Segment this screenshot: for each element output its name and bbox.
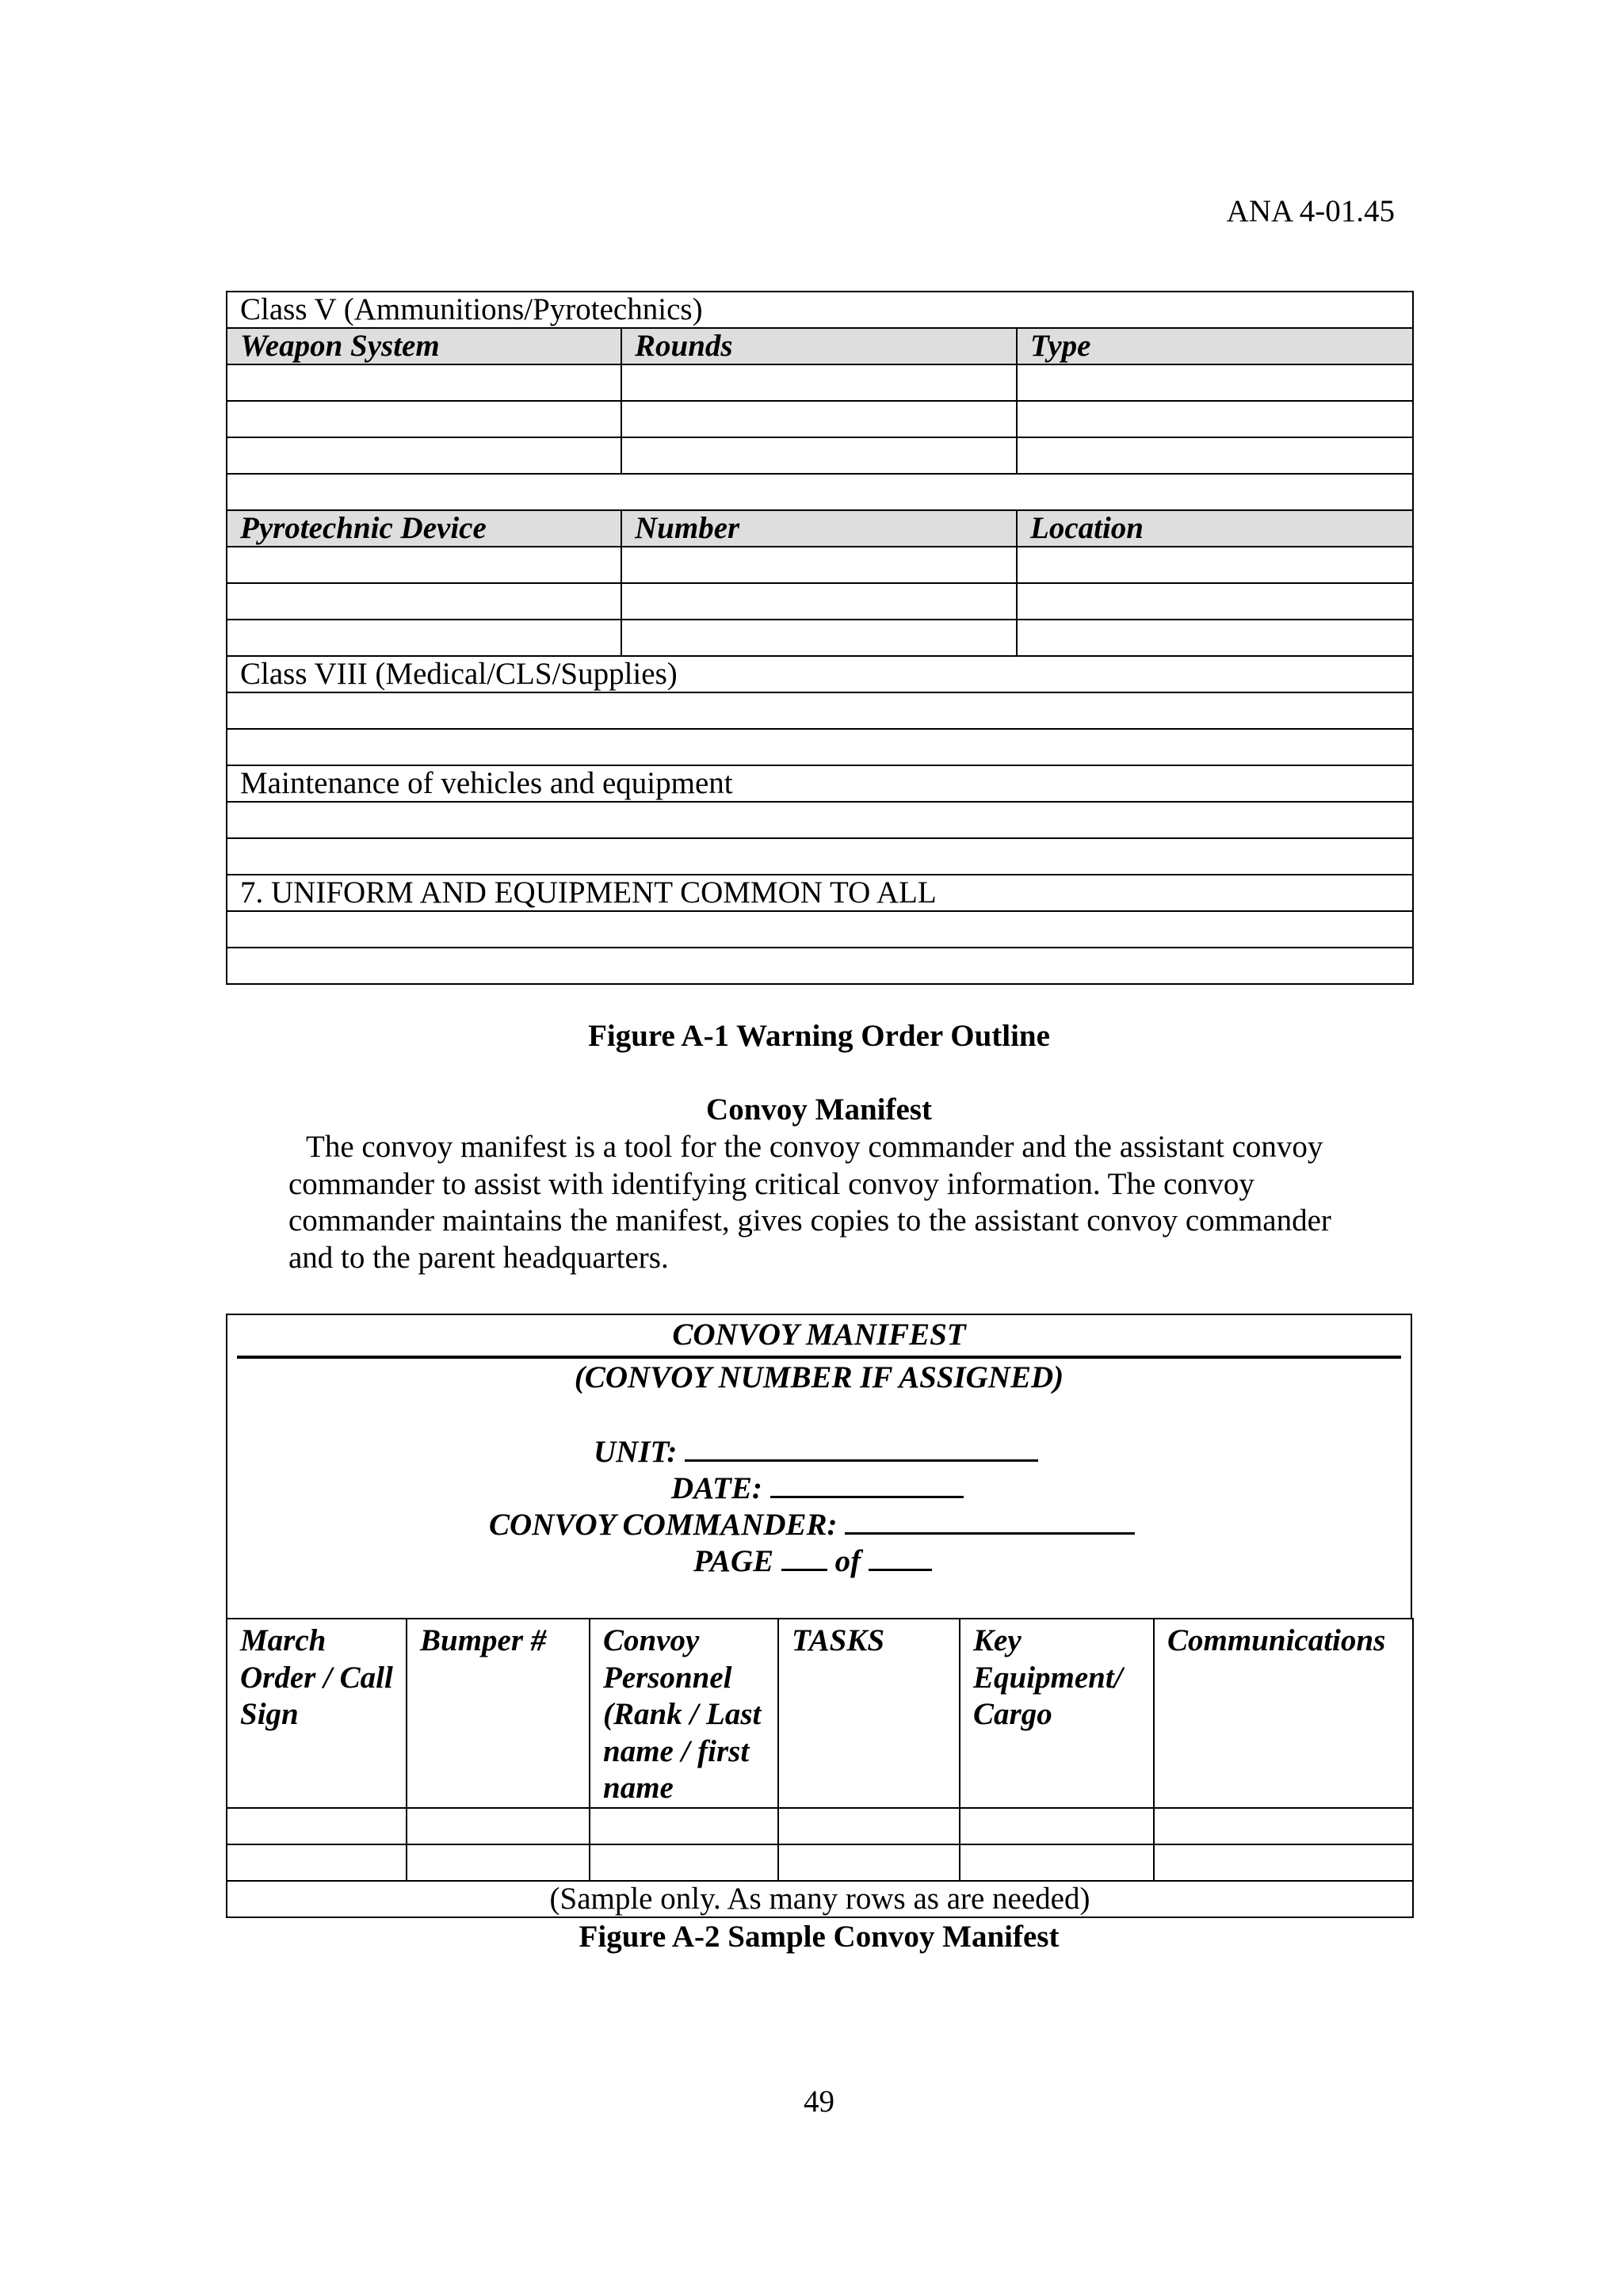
location-header: Location [1017,510,1413,547]
weapon-system-header: Weapon System [227,328,621,364]
table-row [227,729,1413,765]
convoy-commander-blank[interactable] [845,1505,1135,1535]
table-cell[interactable] [621,364,1017,401]
table-cell[interactable] [621,583,1017,620]
manifest-subtitle: (CONVOY NUMBER IF ASSIGNED) [574,1360,1064,1394]
date-blank[interactable] [770,1469,964,1498]
manifest-title: CONVOY MANIFEST [672,1318,966,1352]
table-cell[interactable] [227,437,621,474]
table-cell[interactable] [1154,1808,1413,1844]
table-row [227,547,1413,583]
table-row [227,583,1413,620]
table-cell[interactable] [407,1844,590,1881]
page-total-blank[interactable] [869,1542,932,1571]
convoy-commander-field [489,1505,1135,1543]
sample-note: (Sample only. As many rows as are needed) [227,1881,1413,1917]
page-label: PAGE [693,1544,774,1578]
class-viii-label: Class VIII (Medical/CLS/Supplies) [227,656,1413,692]
table-cell[interactable] [621,437,1017,474]
table-cell[interactable] [227,802,1413,838]
table-cell[interactable] [590,1808,778,1844]
table-cell[interactable] [227,401,621,437]
table-row [227,364,1413,401]
table-cell[interactable] [621,547,1017,583]
unit-label: UNIT: [594,1435,678,1469]
table-cell[interactable] [227,838,1413,875]
tasks-header: TASKS [778,1619,960,1808]
table-cell[interactable] [621,401,1017,437]
table-row [227,437,1413,474]
class-v-label: Class V (Ammunitions/Pyrotechnics) [227,292,1413,328]
table-cell[interactable] [1017,547,1413,583]
convoy-personnel-header: Convoy Personnel (Rank / Last name / first name [590,1619,778,1808]
table-cell[interactable] [227,620,621,656]
type-header: Type [1017,328,1413,364]
table-cell[interactable] [1017,620,1413,656]
table-cell[interactable] [960,1808,1154,1844]
table-cell[interactable] [1017,364,1413,401]
convoy-intro-paragraph [288,1129,1398,1276]
rounds-header: Rounds [621,328,1017,364]
table-cell[interactable] [1017,401,1413,437]
table-cell[interactable] [227,692,1413,729]
convoy-commander-label: CONVOY COMMANDER: [489,1508,838,1542]
table-cell[interactable] [227,364,621,401]
table-cell[interactable] [778,1844,960,1881]
figure-a1-caption: Figure A-1 Warning Order Outline [588,1019,1050,1053]
key-equipment-header: Key Equipment/ Cargo [960,1619,1154,1808]
table-cell[interactable] [621,620,1017,656]
of-label: of [834,1544,861,1578]
intro-line: and to the parent headquarters. [288,1240,669,1275]
page-field [693,1542,932,1580]
page-number: 49 [804,2084,834,2119]
bumper-header: Bumper # [407,1619,590,1808]
unit-blank[interactable] [685,1432,1038,1462]
table-cell[interactable] [407,1808,590,1844]
date-label: DATE: [671,1471,762,1505]
communications-header: Communications [1154,1619,1413,1808]
table-cell[interactable] [227,547,621,583]
table-cell[interactable] [1154,1844,1413,1881]
table-row [227,474,1413,510]
figure-a2-caption: Figure A-2 Sample Convoy Manifest [579,1920,1060,1954]
table-cell[interactable] [590,1844,778,1881]
table-cell[interactable] [227,948,1413,984]
convoy-manifest-table [226,1618,1414,1918]
table-cell[interactable] [227,474,1413,510]
table-row [227,692,1413,729]
march-order-header: March Order / Call Sign [227,1619,407,1808]
table-cell[interactable] [778,1808,960,1844]
table-row [227,802,1413,838]
table-row [227,838,1413,875]
table-row [227,911,1413,948]
maintenance-label: Maintenance of vehicles and equipment [227,765,1413,802]
table-row [227,1844,1413,1881]
table-row [227,401,1413,437]
date-field [671,1469,964,1507]
warning-order-table [226,291,1414,985]
table-cell[interactable] [227,729,1413,765]
table-cell[interactable] [227,583,621,620]
intro-line: commander maintains the manifest, gives copies to the assistant convoy commander [288,1203,1331,1238]
page-number-blank[interactable] [781,1542,827,1571]
table-cell[interactable] [1017,583,1413,620]
table-cell[interactable] [227,1844,407,1881]
uniform-label: 7. UNIFORM AND EQUIPMENT COMMON TO ALL [227,875,1413,911]
table-row [227,948,1413,984]
pyrotechnic-device-header: Pyrotechnic Device [227,510,621,547]
table-cell[interactable] [1017,437,1413,474]
convoy-manifest-title: Convoy Manifest [706,1093,932,1127]
intro-line: commander to assist with identifying critical convoy information. The convoy [288,1166,1254,1201]
table-cell[interactable] [227,911,1413,948]
unit-field [594,1432,1038,1470]
table-row [227,1808,1413,1844]
number-header: Number [621,510,1017,547]
table-cell[interactable] [227,1808,407,1844]
document-id: ANA 4-01.45 [1226,194,1395,228]
convoy-manifest-header [226,1314,1412,1619]
table-cell[interactable] [960,1844,1154,1881]
table-row [227,620,1413,656]
intro-line: The convoy manifest is a tool for the convoy commander and the assistant convoy [306,1130,1323,1164]
